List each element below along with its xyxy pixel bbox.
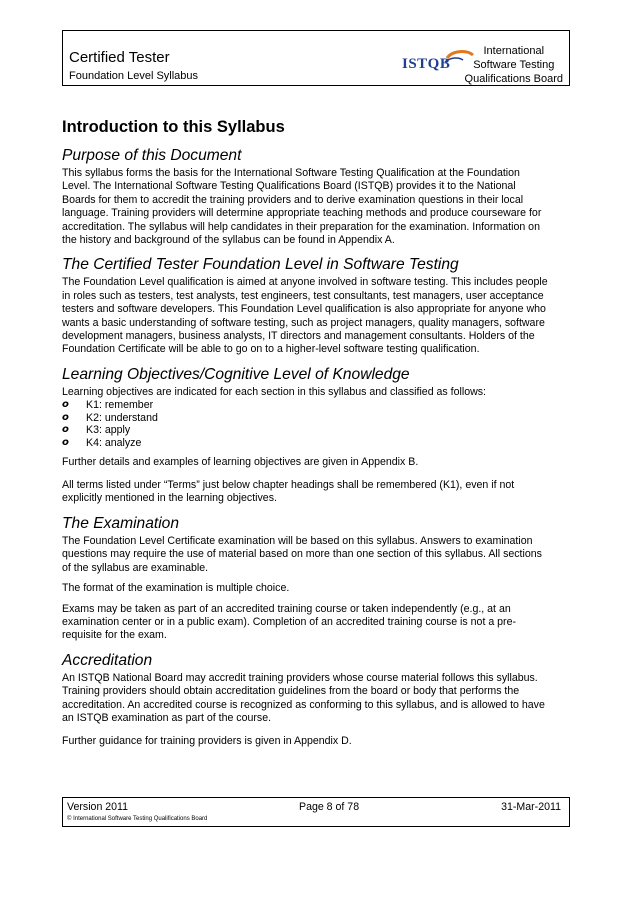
list-item-text: K2: understand <box>86 411 158 424</box>
header-organization <box>465 44 563 86</box>
page-content <box>62 118 548 757</box>
header-subtitle: Foundation Level Syllabus <box>69 70 199 82</box>
list-item <box>62 437 548 450</box>
section-foundation-level <box>62 255 548 356</box>
page-title: Introduction to this Syllabus <box>62 118 285 136</box>
section-intro: Learning objectives are indicated for each section in this syllabus and classified as follows: <box>62 385 486 398</box>
section-purpose <box>62 146 548 247</box>
footer-date: 31-Mar-2011 <box>501 801 561 813</box>
knowledge-level-list <box>62 399 548 449</box>
section-paragraph: Further guidance for training providers is given in Appendix D. <box>62 735 352 748</box>
list-item-text: K3: apply <box>86 424 131 437</box>
section-examination <box>62 514 548 643</box>
section-paragraph: Further details and examples of learning objectives are given in Appendix B. <box>62 455 419 468</box>
section-paragraph: All terms listed under “Terms” just below chapter headings shall be remembered (K1), even if not explicitly mentioned in the learning objectives. <box>62 479 515 505</box>
section-heading: Purpose of this Document <box>62 147 242 164</box>
list-item-text: K1: remember <box>86 399 154 412</box>
org-line-2: Software Testing <box>473 59 555 71</box>
bullet-icon: o <box>62 411 69 423</box>
section-paragraph: The Foundation Level qualification is aimed at anyone involved in software testing. This includes people in roles such as testers, test analysts, test engineers, test consultants, test managers, user acceptance testers and software developers. This Foundation Level qualification is also appropriate for anyone who wants a basic understanding of software testing, such as project managers, quality managers, software development managers, business analysts, IT directors and management consultants. Holders of the Foundation Certificate will be able to go on to a higher-level software testing qualification. <box>62 276 548 356</box>
section-heading: Learning Objectives/Cognitive Level of Knowledge <box>62 365 410 383</box>
header-title: Certified Tester <box>69 49 170 66</box>
section-heading: The Examination <box>62 514 180 532</box>
section-heading: Accreditation <box>62 651 153 669</box>
org-line-3: Qualifications Board <box>464 73 563 85</box>
section-paragraph: This syllabus forms the basis for the International Software Testing Qualification at the Foundation Level. The International Software Testing Qualifications Board (ISTQB) provides it to the National Boards for them to accredit the training providers and to derive examination questions in their local language. Training providers will determine appropriate teaching methods and produce courseware for accreditation. The syllabus will help candidates in their preparation for the examination. Information on the history and background of the syllabus can be found in Appendix A. <box>62 167 542 247</box>
list-item-text: K4: analyze <box>86 437 142 450</box>
section-heading: The Certified Tester Foundation Level in Software Testing <box>62 256 459 274</box>
page-header <box>62 30 570 86</box>
bullet-icon: o <box>62 437 69 449</box>
bullet-icon: o <box>62 399 69 411</box>
section-learning-objectives <box>62 365 548 506</box>
section-paragraph: Exams may be taken as part of an accredited training course or taken independently (e.g., at an examination center or in a public exam). Completion of an accredited training course is not a pre-requisite for the exam. <box>62 602 517 642</box>
org-line-1: International <box>483 45 545 57</box>
section-paragraph: The Foundation Level Certificate examination will be based on this syllabus. Answers to examination questions may require the use of material based on more than one section of this syllabus. All sections of the syllabus are examinable. <box>62 534 542 574</box>
footer-page-number: Page 8 of 78 <box>299 801 360 813</box>
list-item <box>62 412 548 425</box>
section-paragraph: An ISTQB National Board may accredit training providers whose course material follows this syllabus. Training providers should obtain accreditation guidelines from the board or body that performs the accreditation. An accredited course is recognized as conforming to this syllabus, and is allowed to have an ISTQB examination as part of the course. <box>62 671 545 724</box>
list-item <box>62 424 548 437</box>
logo-text: ISTQB <box>402 56 451 72</box>
list-item <box>62 399 548 412</box>
section-paragraph: The format of the examination is multiple choice. <box>62 582 290 595</box>
page-footer <box>62 797 570 827</box>
section-accreditation <box>62 651 548 749</box>
footer-version: Version 2011 <box>67 801 129 813</box>
footer-copyright: © International Software Testing Qualifications Board <box>67 816 208 822</box>
bullet-icon: o <box>62 424 69 436</box>
